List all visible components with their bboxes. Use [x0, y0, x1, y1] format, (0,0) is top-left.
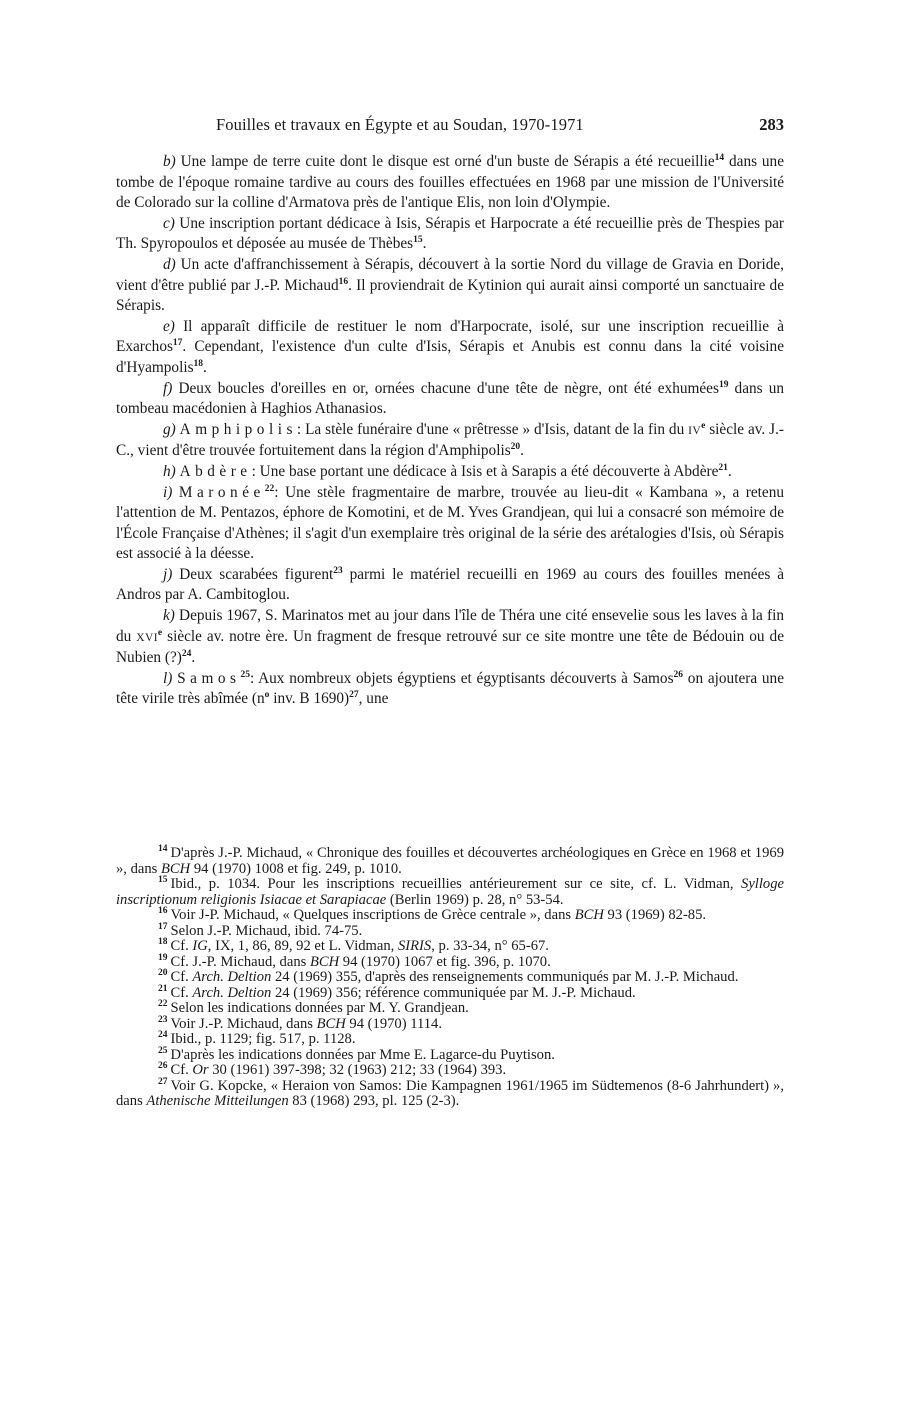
running-title: Fouilles et travaux en Égypte et au Soudan, 1970-1971	[216, 115, 584, 134]
century-numeral: XVI	[136, 631, 158, 644]
paragraph	[116, 379, 784, 420]
italic-text: BCH	[316, 1015, 346, 1032]
text-run: , IX, 1, 86, 89, 92 et L. Vidman,	[207, 938, 398, 954]
spaced-heading: Amphipolis	[179, 420, 297, 438]
footnote-number: 24	[158, 1030, 168, 1041]
italic-text: SIRIS	[397, 938, 432, 954]
text-run: Il apparaît difficile de restituer le nom d'Harpocrate, isolé, sur une inscription recueillie à Exarchos	[116, 317, 784, 356]
text-run: Voir J-P. Michaud, « Quelques inscriptions de Grèce centrale », dans	[170, 907, 575, 923]
footnote	[116, 970, 784, 986]
paragraph	[116, 420, 784, 462]
footnote	[116, 908, 784, 924]
paragraph	[116, 317, 784, 379]
italic-text: d)	[163, 255, 176, 273]
text-run: on ajoutera une tête virile très abîmée (n	[116, 669, 784, 708]
footnote-ref: 21	[718, 462, 728, 473]
footnote	[116, 846, 784, 877]
text-run: , une	[358, 690, 389, 708]
footnote-number: 17	[158, 921, 168, 932]
footnote-number: 23	[158, 1014, 168, 1025]
footnote-number: 22	[158, 999, 168, 1010]
text-run: Un acte d'affranchissement à Sérapis, découvert à la sortie Nord du village de Gravia en Doride, vient d'être publié par J.-P. Michaud	[116, 255, 784, 294]
text-run: : Aux nombreux objets égyptiens et égyptisants découverts à Samos	[249, 669, 674, 687]
paragraph	[116, 483, 784, 565]
text-run: inv. B 1690)	[269, 690, 350, 708]
footnote-ref: 17	[172, 338, 183, 349]
footnotes	[116, 846, 784, 1110]
text-run: 94 (1970) 1008 et fig. 249, p. 1010.	[190, 860, 402, 877]
footnote-number: 15	[158, 875, 168, 886]
italic-text: BCH	[161, 860, 191, 877]
text-run: . Il proviendrait de Kytinion qui aurait ainsi comporté un sanctuaire de Sérapis.	[116, 276, 785, 315]
text-run: Une inscription portant dédicace à Isis, Sérapis et Harpocrate a été recueillie près de Thespies par Th. Spyropoulos et déposée au musée de Thèbes	[116, 214, 784, 253]
italic-text: k)	[163, 607, 175, 625]
italic-text: h)	[163, 462, 176, 480]
text-run: Selon J.-P. Michaud, ibid. 74-75.	[170, 922, 363, 939]
footnote	[116, 983, 784, 1002]
italic-text: Sylloge inscriptionum religionis Isiacae et Sarapiacae	[116, 876, 784, 908]
footnote	[116, 1032, 784, 1048]
footnote-number: 14	[158, 844, 168, 855]
footnote-number: 25	[158, 1045, 168, 1056]
text-run: , p. 33-34, n° 65-67.	[431, 938, 549, 954]
italic-text: IG	[192, 938, 208, 954]
paragraph	[116, 606, 784, 669]
footnote-ref: 22	[264, 483, 275, 494]
text-run: Selon les indications données par M. Y. Grandjean.	[170, 1000, 469, 1016]
footnote-number: 19	[158, 952, 168, 963]
footnote	[116, 877, 784, 908]
text-run: parmi le matériel recueilli en 1969 au cours des fouilles menées à Andros par A. Cambitoglou.	[116, 565, 784, 604]
italic-text: j)	[163, 565, 173, 583]
text-run: Deux boucles d'oreilles en or, ornées chacune d'une tête de nègre, ont été exhumées	[172, 379, 719, 397]
footnote-ref: 15	[413, 235, 423, 246]
footnote-ref: e	[701, 420, 706, 431]
text-run: . Cependant, l'existence d'un culte d'Isis, Sérapis et Anubis est connu dans la cité voisine d'Hyampolis	[116, 338, 784, 376]
spaced-heading: Samos	[177, 669, 241, 687]
italic-text: i)	[163, 483, 173, 501]
footnote-ref: o	[264, 690, 270, 701]
text-run: : La stèle funéraire d'une « prêtresse » d'Isis, datant de la fin du	[296, 420, 689, 438]
italic-text: b)	[163, 153, 176, 170]
footnote	[116, 1001, 784, 1017]
text-run: .	[422, 235, 427, 253]
italic-text: Or	[192, 1062, 209, 1078]
spaced-heading: Maronée	[178, 483, 265, 501]
italic-text: BCH	[309, 953, 340, 970]
text-run: D'après les indications données par Mme E. Lagarce-du Puytison.	[170, 1046, 555, 1063]
footnote-ref: 19	[718, 379, 729, 390]
text-run: .	[520, 442, 524, 460]
footnote-number: 27	[158, 1076, 168, 1087]
footnote	[116, 1063, 784, 1079]
footnote	[116, 939, 784, 955]
paragraph	[116, 462, 784, 483]
text-run: 94 (1970) 1067 et fig. 396, p. 1070.	[339, 953, 551, 970]
text-run: Voir J.-P. Michaud, dans	[170, 1015, 317, 1032]
footnote	[116, 921, 784, 940]
footnote-ref: 27	[349, 690, 359, 701]
italic-text: e)	[163, 317, 175, 335]
text-run: Cf.	[170, 1062, 193, 1078]
page-number: 283	[759, 115, 784, 134]
paragraph	[116, 152, 784, 214]
text-run: Cf.	[170, 984, 193, 1001]
footnote	[116, 1014, 784, 1033]
text-run: siècle av. J.-C., vient d'être trouvée fortuitement dans la région d'Amphipolis	[116, 420, 785, 460]
text-run: Depuis 1967, S. Marinatos met au jour dans l'île de Théra une cité ensevelie sous les laves à la fin du	[116, 607, 784, 645]
text-run: .	[727, 462, 732, 480]
footnote-ref: 24	[181, 649, 192, 660]
text-run: Cf. J.-P. Michaud, dans	[170, 953, 310, 970]
text-run: 30 (1961) 397-398; 32 (1963) 212; 33 (1964) 393.	[208, 1062, 507, 1078]
spaced-heading: Abdère	[179, 462, 252, 480]
text-run: dans un tombeau macédonien à Haghios Athanasios.	[116, 379, 784, 418]
italic-text: f)	[163, 379, 173, 397]
text-run: 93 (1969) 82-85.	[603, 907, 707, 923]
running-head	[116, 115, 784, 137]
text-run: 24 (1969) 356; référence communiquée par M. J.-P. Michaud.	[271, 984, 636, 1001]
footnote-ref: 25	[240, 669, 250, 680]
footnote-ref: 26	[673, 669, 684, 680]
text-run: : Une base portant une dédicace à Isis et à Sarapis a été découverte à Abdère	[251, 462, 719, 480]
text-run: .	[203, 358, 207, 376]
footnote-ref: 14	[714, 152, 725, 163]
footnote-number: 26	[158, 1061, 168, 1072]
footnote-ref: 18	[193, 358, 204, 369]
footnote	[116, 1076, 784, 1110]
footnote	[116, 1045, 784, 1064]
text-run: (Berlin 1969) p. 28, n° 53-54.	[386, 891, 564, 908]
century-numeral: IV	[688, 424, 702, 437]
italic-text: g)	[163, 420, 176, 438]
footnote-number: 16	[158, 906, 168, 917]
text-run: .	[191, 649, 196, 667]
text-run: 24 (1969) 355, d'après des renseignements communiqués par M. J.-P. Michaud.	[271, 969, 739, 985]
paragraph	[116, 255, 784, 317]
footnote	[116, 952, 784, 971]
text-run: : Une stèle fragmentaire de marbre, trouvée au lieu-dit « Kambana », a retenu l'attention de M. Pentazos, éphore de Komotini, et de M. Yves Grandjean, qui lui a consacré son mémoire de l'École Française d'Athènes; il s'agit d'un exemplaire très original de la série des arétalogies d'Isis, où Sérapis est associé à la déesse.	[116, 483, 785, 563]
footnote-ref: 20	[510, 442, 521, 453]
italic-text: BCH	[574, 907, 604, 923]
main-text	[116, 152, 784, 710]
footnote-ref: e	[157, 627, 163, 638]
italic-text: Arch. Deltion	[192, 984, 272, 1001]
text-run: Une lampe de terre cuite dont le disque est orné d'un buste de Sérapis a été recueillie	[175, 153, 715, 170]
italic-text: c)	[163, 214, 175, 232]
text-run: Cf.	[170, 969, 193, 985]
text-run: Ibid., p. 1034. Pour les inscriptions recueillies antérieurement sur ce site, cf. L. Vidman,	[170, 876, 742, 892]
paragraph	[116, 669, 784, 710]
text-run: Ibid., p. 1129; fig. 517, p. 1128.	[170, 1031, 356, 1047]
paragraph	[116, 565, 784, 606]
paragraph	[116, 214, 784, 255]
italic-text: Athenische Mitteilungen	[146, 1093, 289, 1109]
text-run: Voir G. Kopcke, « Heraion von Samos: Die Kampagnen 1961/1965 im Südtemenos (8-6 Jahrhundert) », dans	[116, 1077, 784, 1109]
text-run: Cf.	[170, 938, 193, 954]
text-run: dans une tombe de l'époque romaine tardive au cours des fouilles effectuées en 1968 par une mission de l'Université de Colorado sur la colline d'Armatova près de l'antique Elis, non loin d'Olympie.	[116, 153, 784, 212]
text-run: Deux scarabées figurent	[172, 565, 334, 583]
footnote-ref: 16	[338, 276, 349, 287]
text-run: 83 (1968) 293, pl. 125 (2-3).	[288, 1093, 460, 1109]
italic-text: Arch. Deltion	[192, 969, 272, 985]
text-run: siècle av. notre ère. Un fragment de fresque retrouvé sur ce site montre une tête de Bédouin ou de Nubien (?)	[116, 627, 784, 667]
text-run: 94 (1970) 1114.	[345, 1015, 442, 1032]
footnote-number: 20	[158, 968, 168, 979]
footnote-number: 18	[158, 937, 168, 948]
footnote-number: 21	[158, 983, 168, 994]
footnote-ref: 23	[333, 565, 343, 576]
italic-text: l)	[163, 669, 173, 687]
text-run: D'après J.-P. Michaud, « Chronique des fouilles et découvertes archéologiques en Grèce en 1968 et 1969 », dans	[116, 845, 784, 877]
